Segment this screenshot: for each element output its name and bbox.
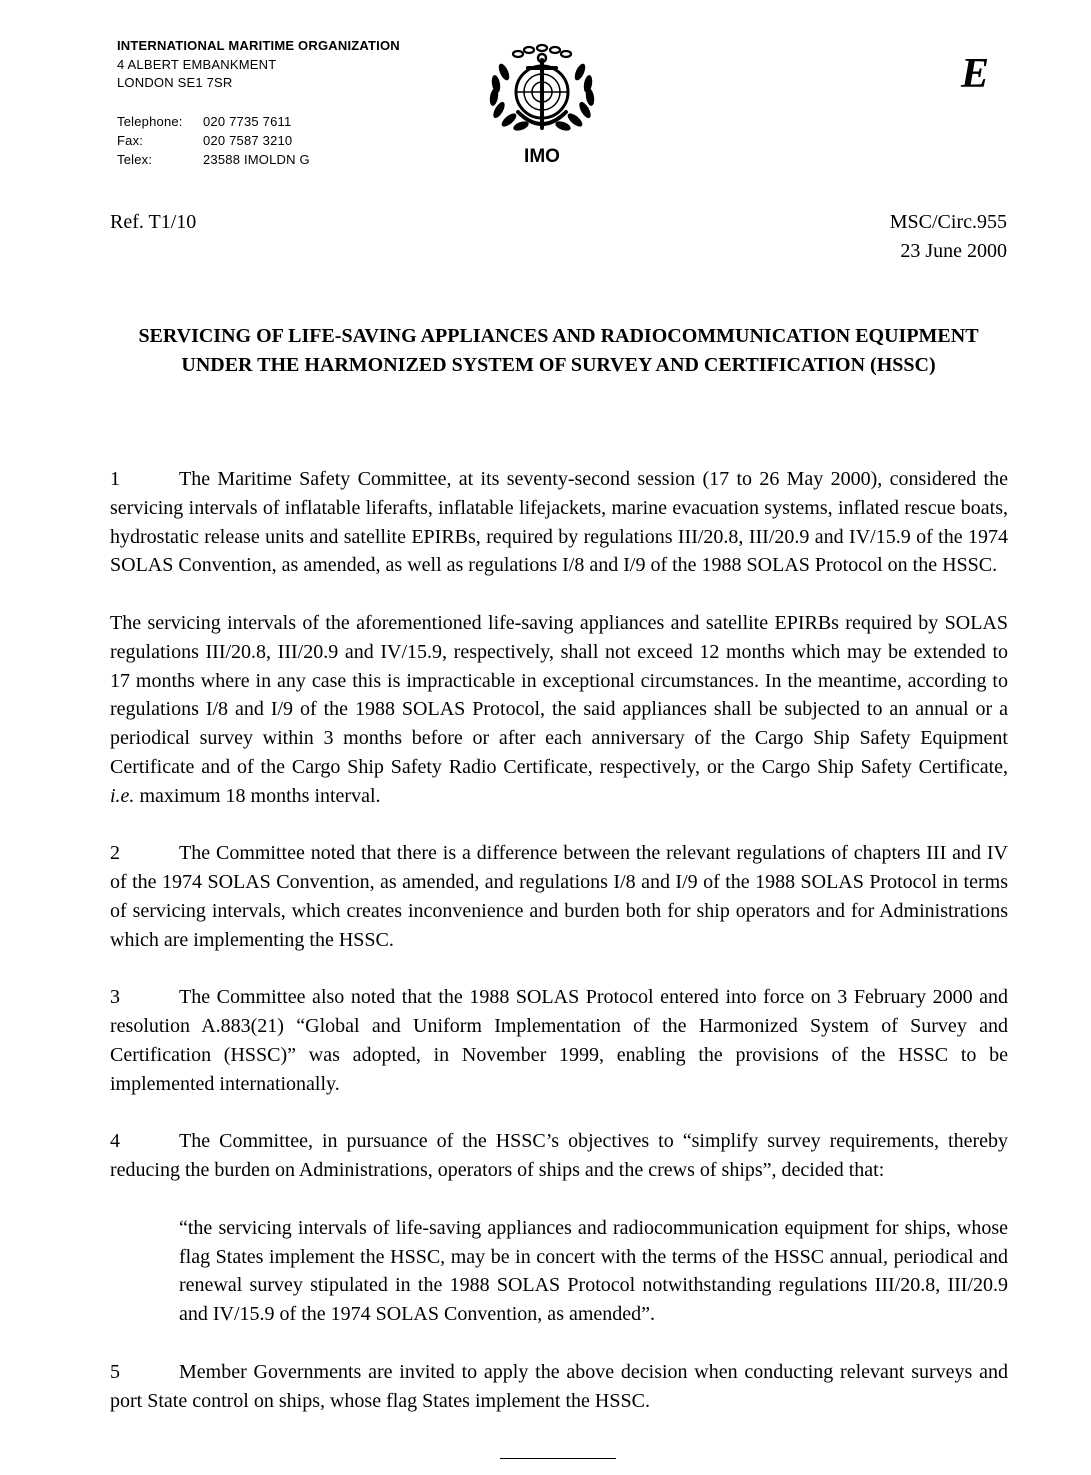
telephone-row <box>117 112 310 131</box>
telephone-value: 020 7735 7611 <box>203 114 292 129</box>
reference-number: Ref. T1/10 <box>110 211 197 233</box>
paragraph-text: The servicing intervals of the aforementioned life-saving appliances and satellite EPIRBs required by SOLAS regulations III/20.8, III/20.9 and IV/15.9, respectively, shall not exceed 12 months which may be extended to 17 months where in any case this is impracticable in exceptional circumstances. In the meantime, according to regulations I/8 and I/9 of the 1988 SOLAS Protocol, the said appliances shall be subjected to an annual or a periodical survey within 3 months before or after each anniversary of the Cargo Ship Safety Equipment Certificate and of the Cargo Ship Safety Radio Certificate, respectively, or the Cargo Ship Safety Certificate, <box>110 611 1008 778</box>
telex-value: 23588 IMOLDN G <box>203 152 310 167</box>
paragraph-number: 4 <box>110 1130 120 1153</box>
letterhead-address <box>117 37 400 93</box>
paragraph-3 <box>110 983 1008 1098</box>
paragraph-text: maximum 18 months interval. <box>134 784 381 807</box>
decision-quote: “the servicing intervals of life-saving appliances and radiocommunication equipment for ships, whose flag States implement the HSSC, may be in concert with the terms of the HSSC annual, periodical and renewal survey stipulated in the 1988 SOLAS Protocol notwithstanding regulations III/20.8, III/20.9 and IV/15.9 of the 1974 SOLAS Convention, as amended”. <box>179 1216 1008 1326</box>
language-code: E <box>961 51 990 97</box>
paragraph-text: The Maritime Safety Committee, at its seventy-second session (17 to 26 May 2000), considered the servicing intervals of inflatable liferafts, inflatable lifejackets, marine evacuation systems, inflated rescue boats, hydrostatic release units and satellite EPIRBs, required by regulations III/20.8, III/20.9 and IV/15.9 of the 1974 SOLAS Convention, as amended, as well as regulations I/8 and I/9 of the 1988 SOLAS Protocol on the HSSC. <box>110 468 1008 577</box>
telephone-label: Telephone: <box>117 114 183 129</box>
address-line-2: LONDON SE1 7SR <box>117 75 233 90</box>
fax-label: Fax: <box>117 133 144 148</box>
logo-caption: IMO <box>524 146 560 167</box>
end-rule <box>500 1458 616 1459</box>
paragraph-1 <box>110 465 1008 580</box>
paragraph-5 <box>110 1358 1008 1416</box>
imo-emblem-icon <box>482 40 602 140</box>
fax-row <box>117 131 310 150</box>
document-body <box>110 465 1008 1444</box>
paragraph-2 <box>110 839 1008 954</box>
fax-value: 020 7587 3210 <box>203 133 293 148</box>
paragraph-text: The Committee, in pursuance of the HSSC’s objectives to “simplify survey requirements, thereby reducing the burden on Administrations, operators of ships and the crews of ships”, decided that: <box>110 1130 1008 1182</box>
paragraph-text: The Committee also noted that the 1988 SOLAS Protocol entered into force on 3 February 2000 and resolution A.883(21) “Global and Uniform Implementation of the Harmonized System of Survey and Certification (HSSC)” was adopted, in November 1999, enabling the provisions of the HSSC to be implemented internationally. <box>110 986 1008 1095</box>
document-date: 23 June 2000 <box>900 240 1007 262</box>
paragraph-text: Member Governments are invited to apply the above decision when conducting relevant surveys and port State control on ships, whose flag States implement the HSSC. <box>110 1360 1008 1412</box>
paragraph-number: 3 <box>110 986 120 1009</box>
document-title: SERVICING OF LIFE-SAVING APPLIANCES AND RADIOCOMMUNICATION EQUIPMENT UNDER THE HARMONIZED SYSTEM OF SURVEY AND CERTIFICATION (HSSC) <box>138 325 979 376</box>
letterhead-contacts <box>117 112 310 169</box>
telex-row <box>117 150 310 169</box>
paragraph-number: 2 <box>110 842 120 865</box>
document-symbol: MSC/Circ.955 <box>889 211 1007 233</box>
document-symbol-block <box>890 208 1007 266</box>
telex-label: Telex: <box>117 152 153 167</box>
organization-name: INTERNATIONAL MARITIME ORGANIZATION <box>117 38 400 53</box>
address-line-1: 4 ALBERT EMBANKMENT <box>117 56 277 72</box>
paragraph-italic-text: i.e. <box>110 784 135 807</box>
paragraph-1-continued <box>110 609 1008 811</box>
paragraph-4 <box>110 1127 1008 1185</box>
paragraph-text: The Committee noted that there is a difference between the relevant regulations of chapters III and IV of the 1974 SOLAS Convention, as amended, and regulations I/8 and I/9 of the 1988 SOLAS Protocol in terms of servicing intervals, which creates inconvenience and burden both for ship operators and for Administrations which are implementing the HSSC. <box>110 842 1008 951</box>
paragraph-number: 1 <box>110 468 120 490</box>
paragraph-number: 5 <box>110 1360 120 1383</box>
